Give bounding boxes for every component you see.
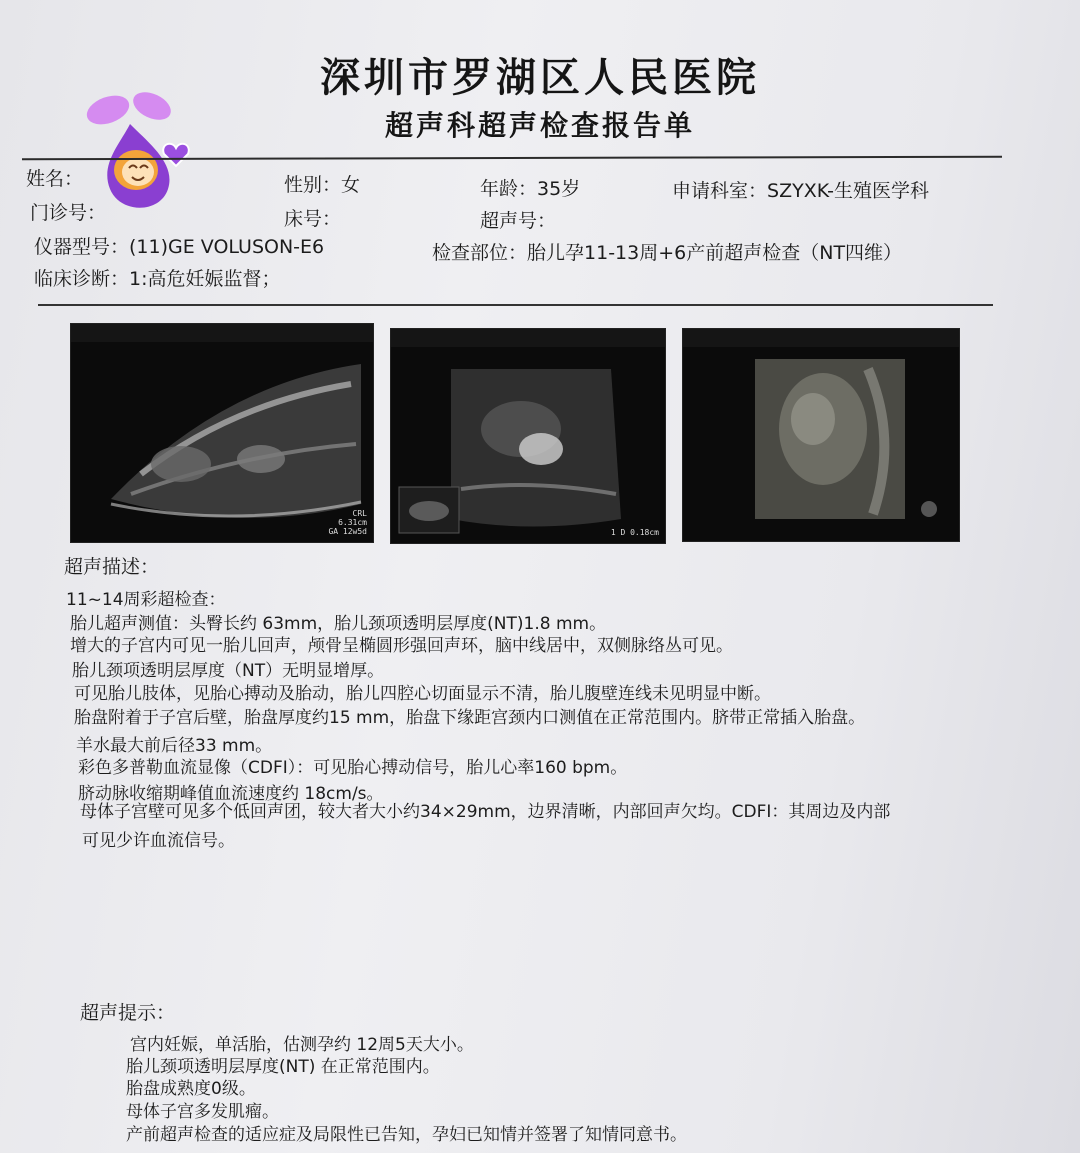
description-line: 胎儿超声测值：头臀长约 63mm，胎儿颈项透明层厚度(NT)1.8 mm。 bbox=[70, 614, 607, 634]
conclusion-line: 宫内妊娠，单活胎，估测孕约 12周5天大小。 bbox=[130, 1035, 474, 1055]
conclusion-heading: 超声提示： bbox=[80, 1002, 176, 1024]
description-line: 增大的子宫内可见一胎儿回声，颅骨呈椭圆形强回声环，脑中线居中，双侧脉络丛可见。 bbox=[70, 636, 733, 656]
report-title: 超声科超声检查报告单 bbox=[384, 109, 695, 142]
name-field bbox=[26, 164, 83, 191]
gender-field bbox=[284, 170, 360, 197]
description-line: 羊水最大前后径33 mm。 bbox=[76, 736, 273, 756]
diagnosis-label: 临床诊断： bbox=[34, 268, 130, 290]
ultrasound-image-2 bbox=[390, 328, 666, 544]
gender-label: 性别： bbox=[284, 174, 342, 196]
conclusion-line: 胎儿颈项透明层厚度(NT) 在正常范围内。 bbox=[126, 1057, 440, 1077]
dept-value: SZYXK-生殖医学科 bbox=[767, 180, 930, 202]
dept-label: 申请科室： bbox=[672, 180, 768, 202]
exam-label: 检查部位： bbox=[432, 242, 528, 264]
hospital-name: 深圳市罗湖区人民医院 bbox=[320, 54, 760, 101]
conclusion-line: 母体子宫多发肌瘤。 bbox=[126, 1102, 279, 1122]
age-value: 35岁 bbox=[537, 178, 581, 200]
clinic-no-field bbox=[30, 198, 106, 225]
clinic-no-label: 门诊号： bbox=[30, 202, 107, 224]
ultrasound-caption-2: 1 D 0.18cm bbox=[610, 528, 659, 537]
description-line: 母体子宫壁可见多个低回声团，较大者大小约34×29mm，边界清晰，内部回声欠均。CDFI：其周边及内部 bbox=[80, 802, 891, 822]
description-line: 彩色多普勒血流显像（CDFI）：可见胎心搏动信号，胎儿心率160 bpm。 bbox=[78, 758, 628, 778]
dept-field bbox=[672, 176, 929, 203]
bed-field bbox=[284, 204, 341, 231]
diagnosis-value: 1:高危妊娠监督； bbox=[129, 268, 281, 290]
description-line: 胎盘附着于子宫后壁，胎盘厚度约15 mm，胎盘下缘距宫颈内口测值在正常范围内。脐带正常插入胎盘。 bbox=[74, 708, 866, 728]
description-line: 可见少许血流信号。 bbox=[82, 831, 235, 851]
exam-field bbox=[432, 238, 902, 265]
description-heading: 超声描述： bbox=[64, 556, 160, 578]
bed-label: 床号： bbox=[284, 208, 342, 230]
device-value: (11)GE VOLUSON-E6 bbox=[129, 236, 325, 258]
us-no-field bbox=[480, 206, 556, 233]
gender-value: 女 bbox=[341, 174, 361, 196]
conclusion-line: 胎盘成熟度0级。 bbox=[126, 1079, 256, 1099]
age-label: 年龄： bbox=[480, 178, 538, 200]
description-line: 胎儿颈项透明层厚度（NT）无明显增厚。 bbox=[72, 661, 385, 681]
description-subheading: 11~14周彩超检查： bbox=[66, 590, 226, 610]
ultrasound-image-1 bbox=[70, 323, 374, 543]
device-field bbox=[34, 232, 324, 259]
ultrasound-image-3-4d bbox=[682, 328, 960, 542]
description-line: 脐动脉收缩期峰值血流速度约 18cm/s。 bbox=[78, 784, 384, 804]
age-field bbox=[480, 174, 580, 201]
exam-value: 胎儿孕11-13周+6产前超声检查（NT四维） bbox=[527, 242, 903, 264]
name-label: 姓名： bbox=[26, 168, 84, 190]
us-no-label: 超声号： bbox=[480, 210, 557, 232]
diagnosis-field bbox=[34, 264, 281, 291]
ultrasound-caption-1: CRL 6.31cm GA 12w5d bbox=[328, 509, 367, 536]
info-divider bbox=[38, 304, 993, 306]
device-label: 仪器型号： bbox=[34, 236, 130, 258]
description-line: 可见胎儿肢体，见胎心搏动及胎动，胎儿四腔心切面显示不清，胎儿腹壁连线未见明显中断。 bbox=[74, 684, 771, 704]
conclusion-line: 产前超声检查的适应症及局限性已告知，孕妇已知情并签署了知情同意书。 bbox=[126, 1125, 687, 1145]
